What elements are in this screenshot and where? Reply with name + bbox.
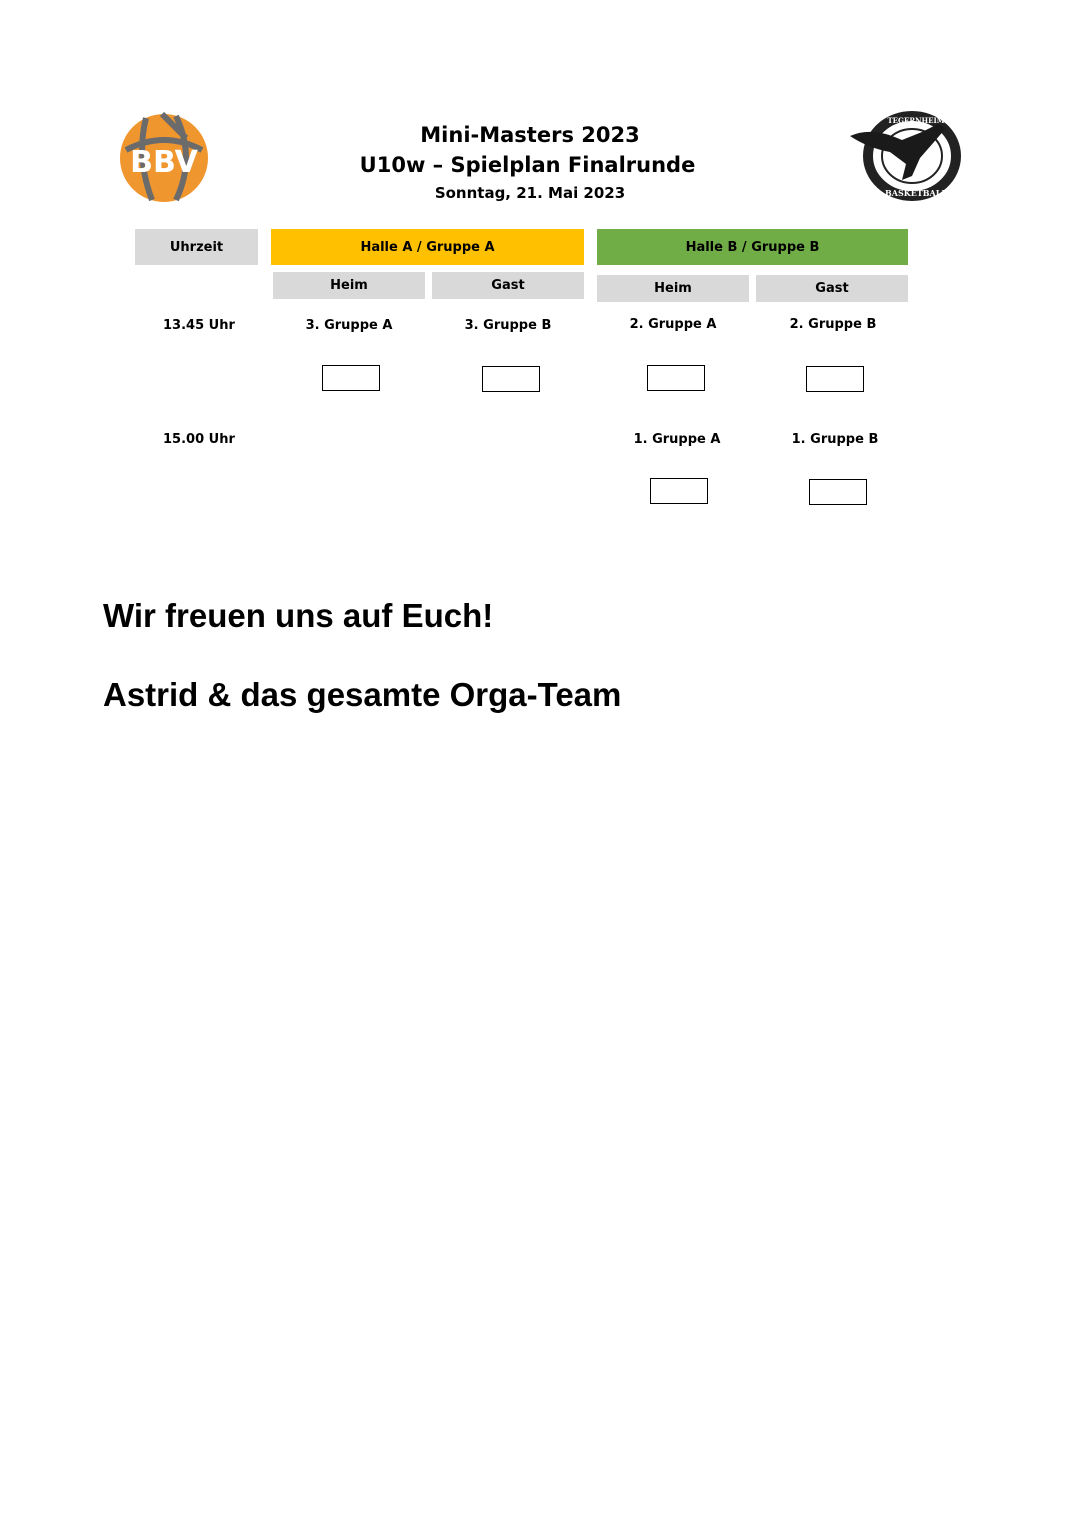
row-1-hall-a-home: 3. Gruppe A xyxy=(305,318,393,333)
time-column-header: Uhrzeit xyxy=(135,229,258,265)
row-2-hall-b-home-score xyxy=(650,478,708,504)
row-1-hall-a-guest-score xyxy=(482,366,540,392)
page-title: Mini-Masters 2023 xyxy=(420,123,640,147)
bbv-logo-text: BBV xyxy=(130,145,198,180)
row-1-hall-b-home-score xyxy=(647,365,705,391)
row-2-hall-b-guest-score xyxy=(809,479,867,505)
row-1-hall-a-home-score xyxy=(322,365,380,391)
hall-a-guest-header: Gast xyxy=(432,272,584,299)
closing-signature: Astrid & das gesamte Orga-Team xyxy=(103,676,622,713)
row-2-hall-b-guest: 1. Gruppe B xyxy=(791,432,879,447)
event-date: Sonntag, 21. Mai 2023 xyxy=(434,184,626,202)
hall-a-header: Halle A / Gruppe A xyxy=(271,229,584,265)
tegernheim-top-text: TEGERNHEIM xyxy=(887,116,945,125)
row-1-time: 13.45 Uhr xyxy=(163,318,235,333)
closing-greeting: Wir freuen uns auf Euch! xyxy=(103,597,494,634)
page-subtitle: U10w – Spielplan Finalrunde xyxy=(359,153,696,177)
hall-a-home-header: Heim xyxy=(273,272,425,299)
tegernheim-logo xyxy=(842,106,974,206)
hall-b-guest-header: Gast xyxy=(756,275,908,302)
tegernheim-bottom-text: BASKETBALL xyxy=(885,188,947,198)
hall-b-home-header: Heim xyxy=(597,275,749,302)
row-1-hall-b-guest: 2. Gruppe B xyxy=(789,317,877,332)
row-1-hall-a-guest: 3. Gruppe B xyxy=(464,318,552,333)
row-2-time: 15.00 Uhr xyxy=(163,432,235,447)
row-1-hall-b-guest-score xyxy=(806,366,864,392)
hall-b-header: Halle B / Gruppe B xyxy=(597,229,908,265)
bbv-logo xyxy=(116,110,212,206)
row-1-hall-b-home: 2. Gruppe A xyxy=(629,317,717,332)
row-2-hall-b-home: 1. Gruppe A xyxy=(633,432,721,447)
